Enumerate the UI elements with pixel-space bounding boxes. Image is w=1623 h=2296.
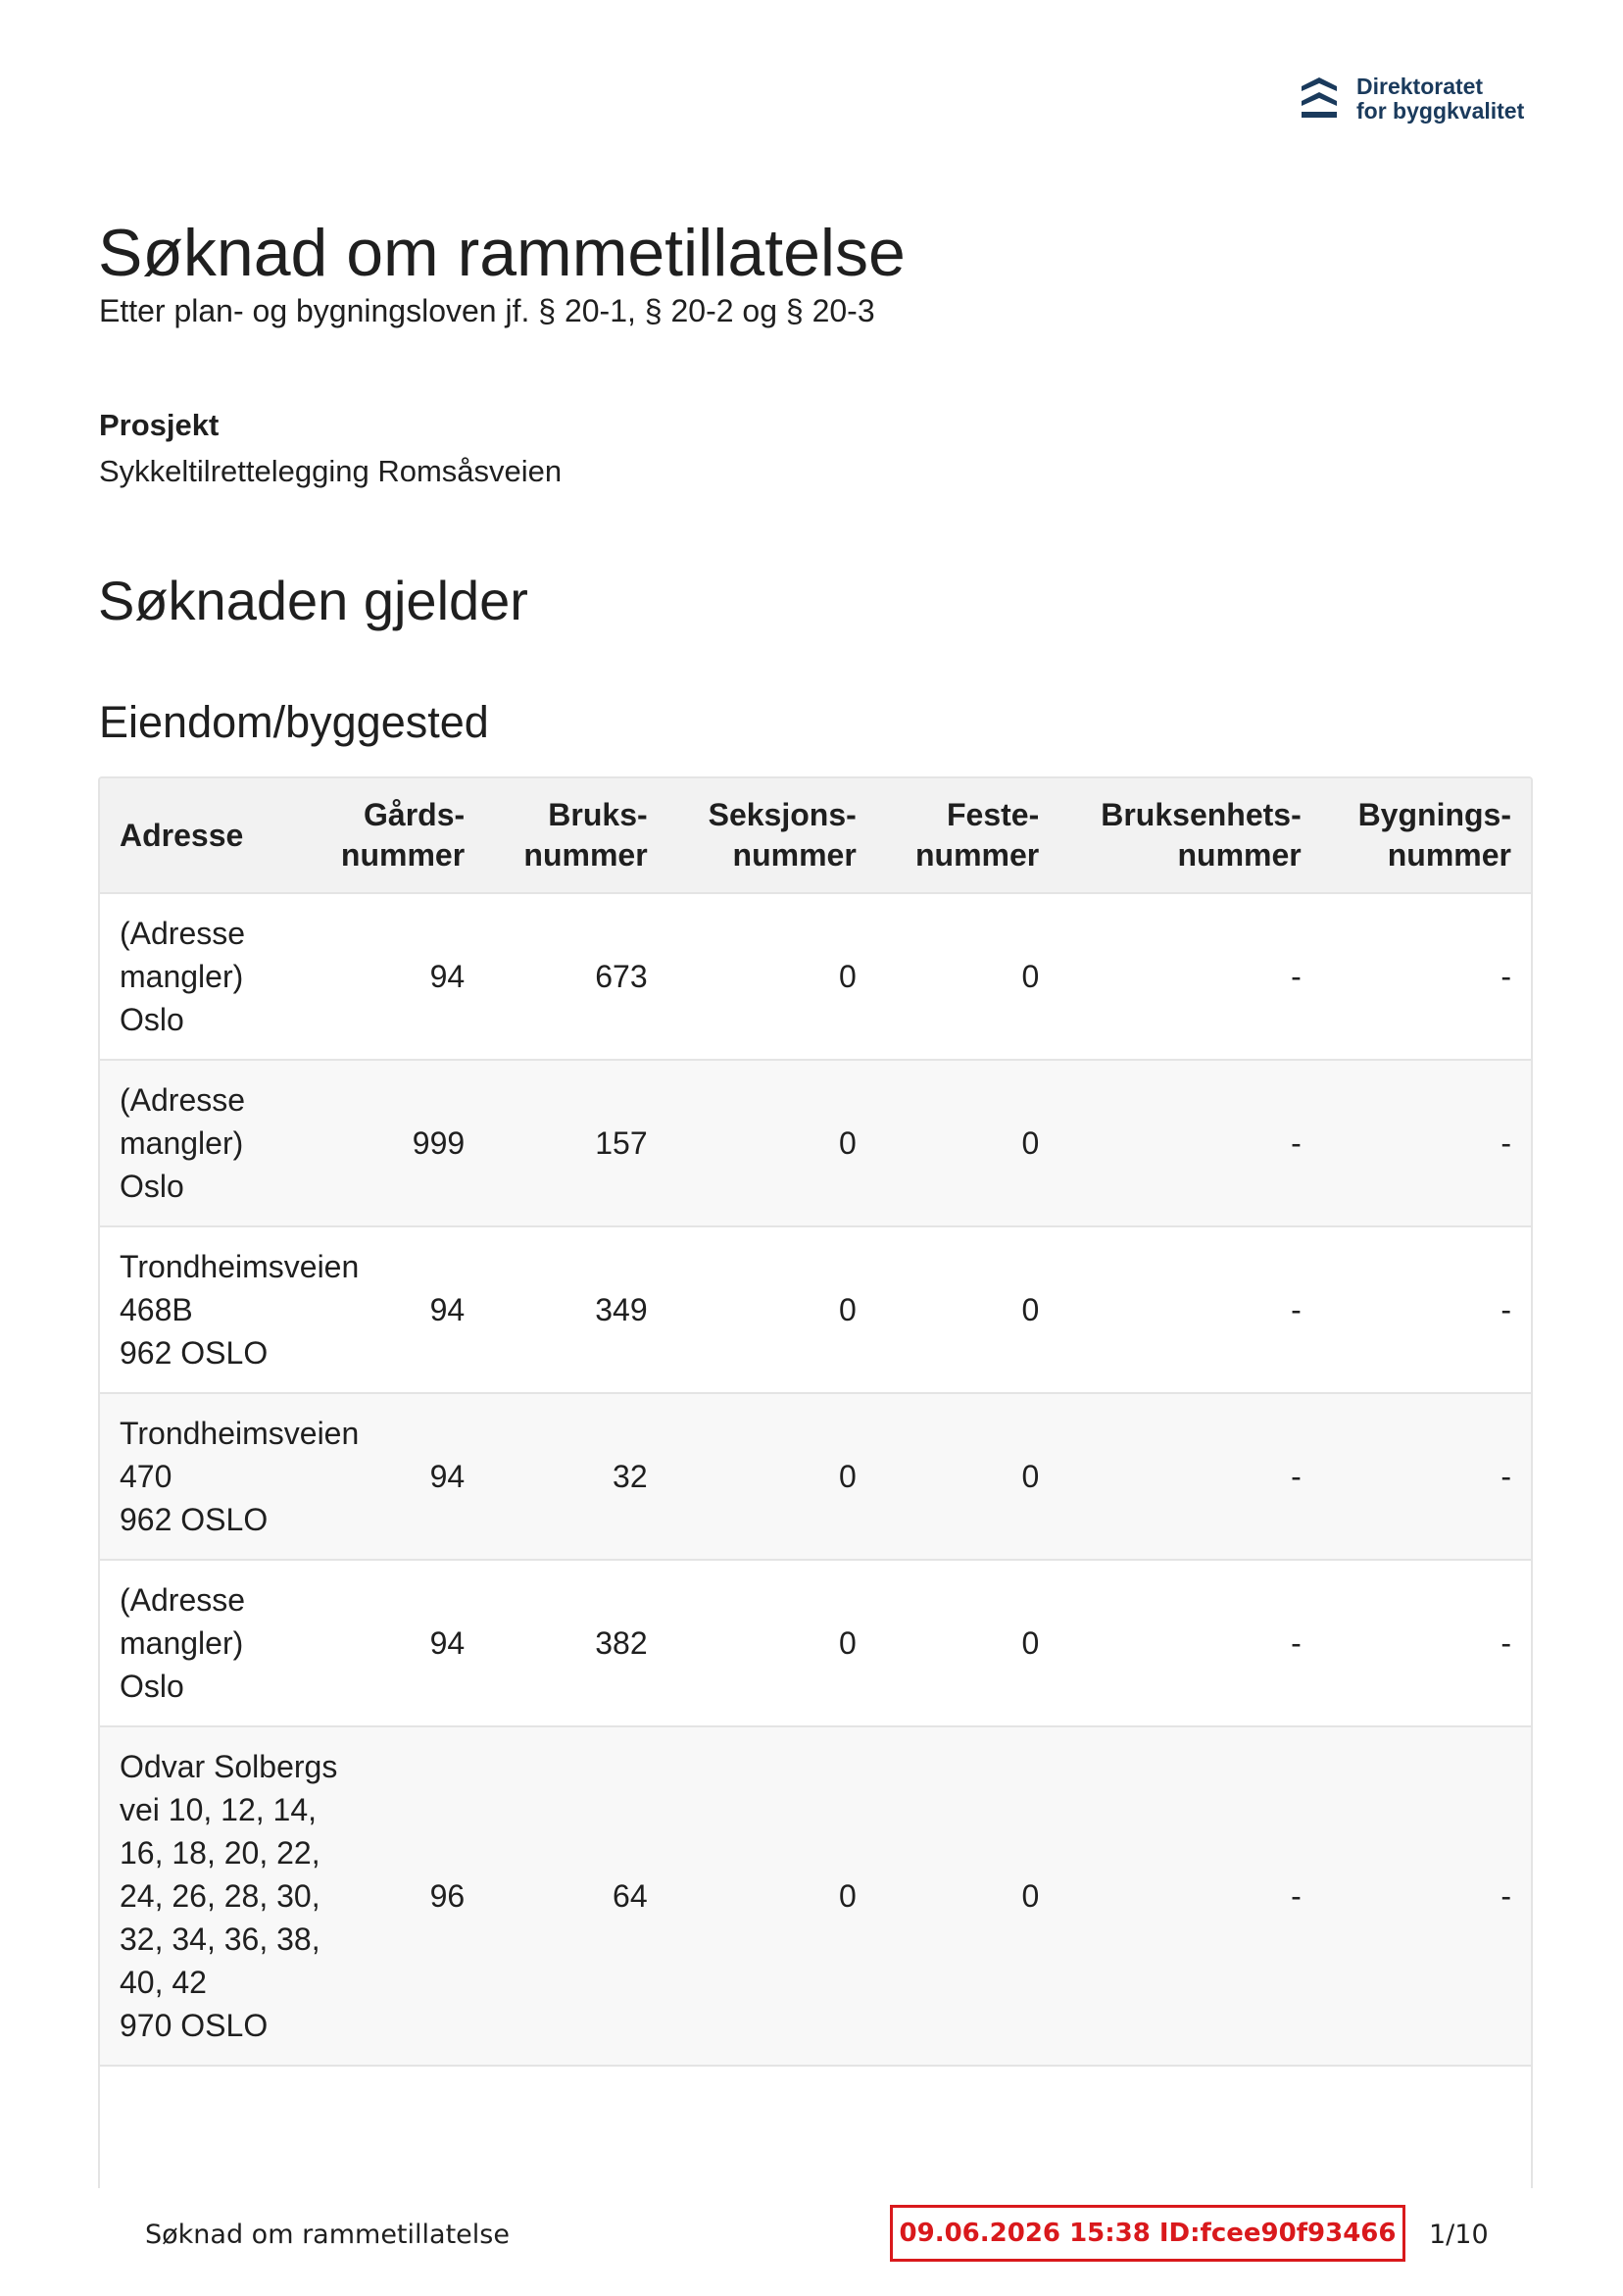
cell-bruksenhet: - [1058,1560,1320,1726]
cell-address: Odvar Solbergs vei 10, 12, 14, 16, 18, 20, 22, 24, 26, 28, 30, 32, 34, 36, 38, 40, 42 970 OSLO [100,1726,298,2066]
cell-bygning: - [1321,1560,1531,1726]
cell-bygning: - [1321,1226,1531,1393]
footer-document-title: Søknad om rammetillatelse [145,2220,510,2250]
cell-seksjon: 0 [667,1560,876,1726]
logo-text [1356,75,1524,124]
cell-bruk: 157 [484,1060,666,1226]
project-value: Sykkeltilrettelegging Romsåsveien [99,454,563,488]
logo [1300,75,1524,124]
cell-gard: 94 [298,1226,484,1393]
cell-feste: 0 [876,1393,1058,1560]
cell-gard: 96 [298,1726,484,2066]
table-row [100,1226,1531,1393]
cell-feste: 0 [876,1726,1058,2066]
logo-line-1: Direktoratet [1356,74,1484,99]
header-bruksenhet: Bruksenhets- nummer [1058,778,1320,893]
header-gard: Gårds- nummer [298,778,484,893]
cell-seksjon: 0 [667,1226,876,1393]
property-table [100,778,1531,2067]
cell-feste: 0 [876,1226,1058,1393]
cell-bruk: 64 [484,1726,666,2066]
cell-bygning: - [1321,1060,1531,1226]
logo-line-2: for byggkvalitet [1356,98,1525,124]
cell-gard: 94 [298,1393,484,1560]
property-table-frame [98,776,1533,2188]
header-bruk: Bruks- nummer [484,778,666,893]
cell-bruksenhet: - [1058,1726,1320,2066]
page-title: Søknad om rammetillatelse [98,216,906,290]
table-row [100,1560,1531,1726]
cell-bruk: 673 [484,893,666,1060]
cell-gard: 94 [298,1560,484,1726]
section-title: Søknaden gjelder [98,570,528,631]
page-subtitle: Etter plan- og bygningsloven jf. § 20-1, § 20-2 og § 20-3 [99,293,875,328]
header-feste: Feste- nummer [876,778,1058,893]
cell-bruksenhet: - [1058,1393,1320,1560]
cell-bruksenhet: - [1058,893,1320,1060]
cell-bruk: 382 [484,1560,666,1726]
project-label: Prosjekt [99,408,220,442]
cell-address: (Adresse mangler) Oslo [100,1060,298,1226]
cell-bruksenhet: - [1058,1060,1320,1226]
cell-bruksenhet: - [1058,1226,1320,1393]
cell-bygning: - [1321,1393,1531,1560]
cell-gard: 94 [298,893,484,1060]
cell-address: Trondheimsveien 468B 962 OSLO [100,1226,298,1393]
dibk-logo-icon [1300,75,1339,124]
cell-address: (Adresse mangler) Oslo [100,893,298,1060]
table-row [100,1060,1531,1226]
header-address: Adresse [100,778,298,893]
footer-timestamp-stamp: 09.06.2026 15:38 ID:fcee90f93466 [890,2205,1405,2262]
cell-seksjon: 0 [667,1726,876,2066]
table-row [100,1393,1531,1560]
cell-bruk: 349 [484,1226,666,1393]
cell-seksjon: 0 [667,893,876,1060]
cell-address: Trondheimsveien 470 962 OSLO [100,1393,298,1560]
cell-bygning: - [1321,893,1531,1060]
cell-bruk: 32 [484,1393,666,1560]
cell-feste: 0 [876,893,1058,1060]
cell-feste: 0 [876,1060,1058,1226]
cell-gard: 999 [298,1060,484,1226]
header-seksjon: Seksjons- nummer [667,778,876,893]
table-row [100,1726,1531,2066]
table-header-row [100,778,1531,893]
cell-bygning: - [1321,1726,1531,2066]
cell-feste: 0 [876,1560,1058,1726]
footer-page-number: 1/10 [1429,2220,1489,2250]
cell-seksjon: 0 [667,1060,876,1226]
subsection-title: Eiendom/byggested [99,697,489,747]
table-row [100,893,1531,1060]
cell-seksjon: 0 [667,1393,876,1560]
header-bygning: Bygnings- nummer [1321,778,1531,893]
cell-address: (Adresse mangler) Oslo [100,1560,298,1726]
